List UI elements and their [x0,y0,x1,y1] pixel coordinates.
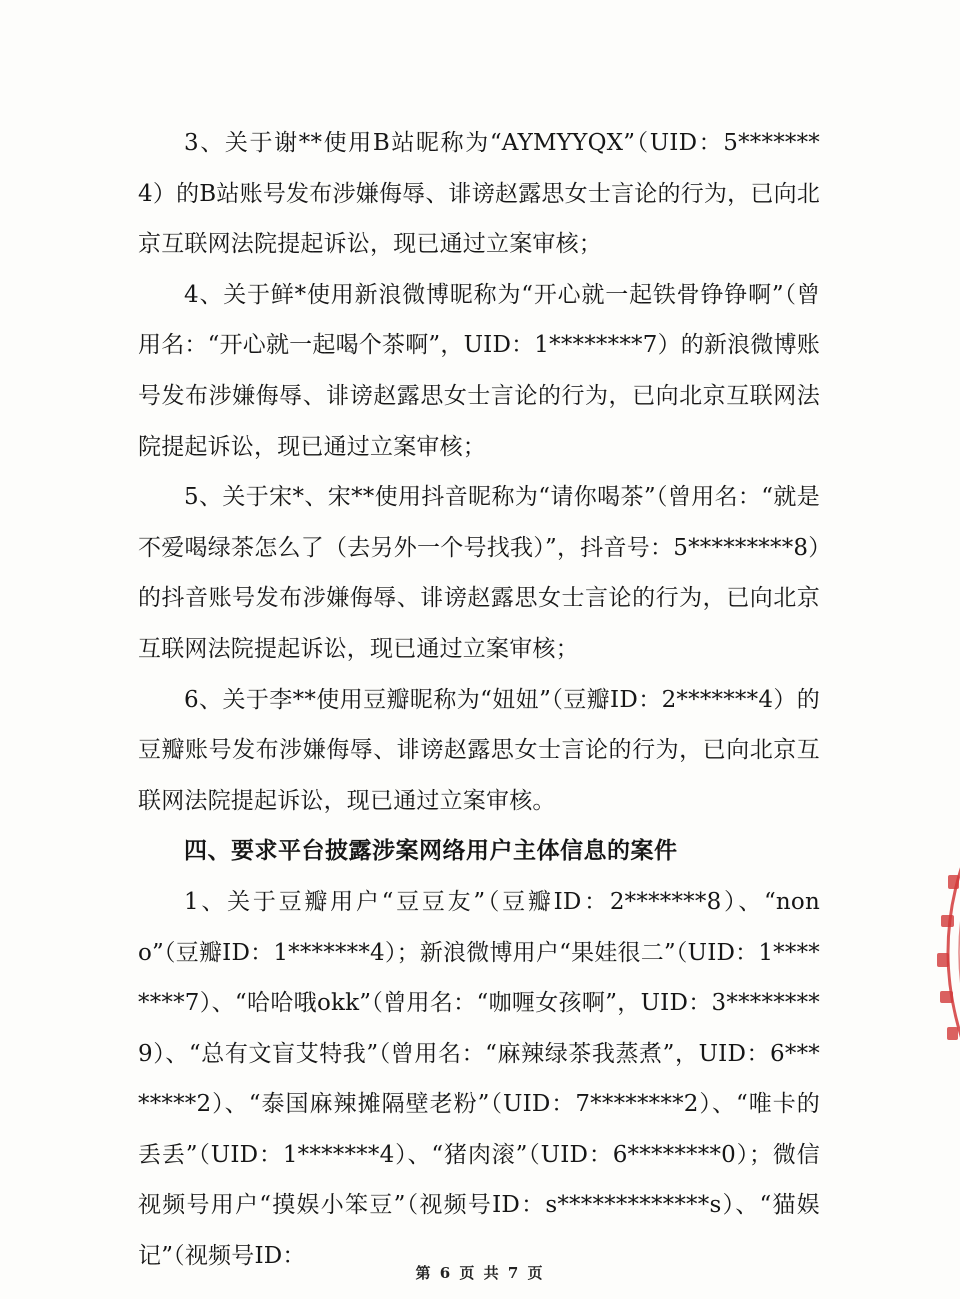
paragraph-item-3: 3、关于谢**使用B站昵称为“AYMYYQX”（UID：5*******4）的B站账号发布涉嫌侮辱、诽谤赵露思女士言论的行为，已向北京互联网法院提起诉讼，现已通过立案审核； [138,130,820,258]
paragraph-item-6: 6、关于李**使用豆瓣昵称为“妞妞”（豆瓣ID：2*******4）的豆瓣账号发布涉嫌侮辱、诽谤赵露思女士言论的行为，已向北京互联网法院提起诉讼，现已通过立案审核。 [138,686,820,814]
section-heading: 四、要求平台披露涉案网络用户主体信息的案件 [184,837,678,865]
page-footer: 第 6 页 共 7 页 [415,1264,545,1282]
paragraph-section-item-1: 1、关于豆瓣用户“豆豆友”（豆瓣ID：2*******8）、“nono”（豆瓣ID：1*******4）；新浪微博用户“果娃很二”（UID：1********7）、“哈哈哦okk”（曾用名：“咖喱女孩啊”，UID：3********9）、“总有文盲艾特我”（曾用名：“麻辣绿茶我蒸煮”，UID：6********2）、“泰国麻辣摊隔壁老粉”（UID：7********2）、“唯卡的丢丢”（UID：1*******4）、“猪肉滚”（UID：6********0）；微信视频号用户“摸娱小笨豆”（视频号ID：s*************s）、“猫娱记”（视频号ID： [138,888,820,1270]
red-seal-stamp-icon [922,845,960,1060]
paragraph-item-5: 5、关于宋*、宋**使用抖音昵称为“请你喝茶”（曾用名：“就是不爱喝绿茶怎么了（去另外一个号找我）”，抖音号：5*********8）的抖音账号发布涉嫌侮辱、诽谤赵露思女士言论的行为，已向北京互联网法院提起诉讼，现已通过立案审核； [138,484,820,662]
paragraph-item-4: 4、关于鲜*使用新浪微博昵称为“开心就一起铁骨铮铮啊”（曾用名：“开心就一起喝个茶啊”，UID：1********7）的新浪微博账号发布涉嫌侮辱、诽谤赵露思女士言论的行为，已向北京互联网法院提起诉讼，现已通过立案审核； [138,281,820,460]
document-body [138,118,820,1282]
